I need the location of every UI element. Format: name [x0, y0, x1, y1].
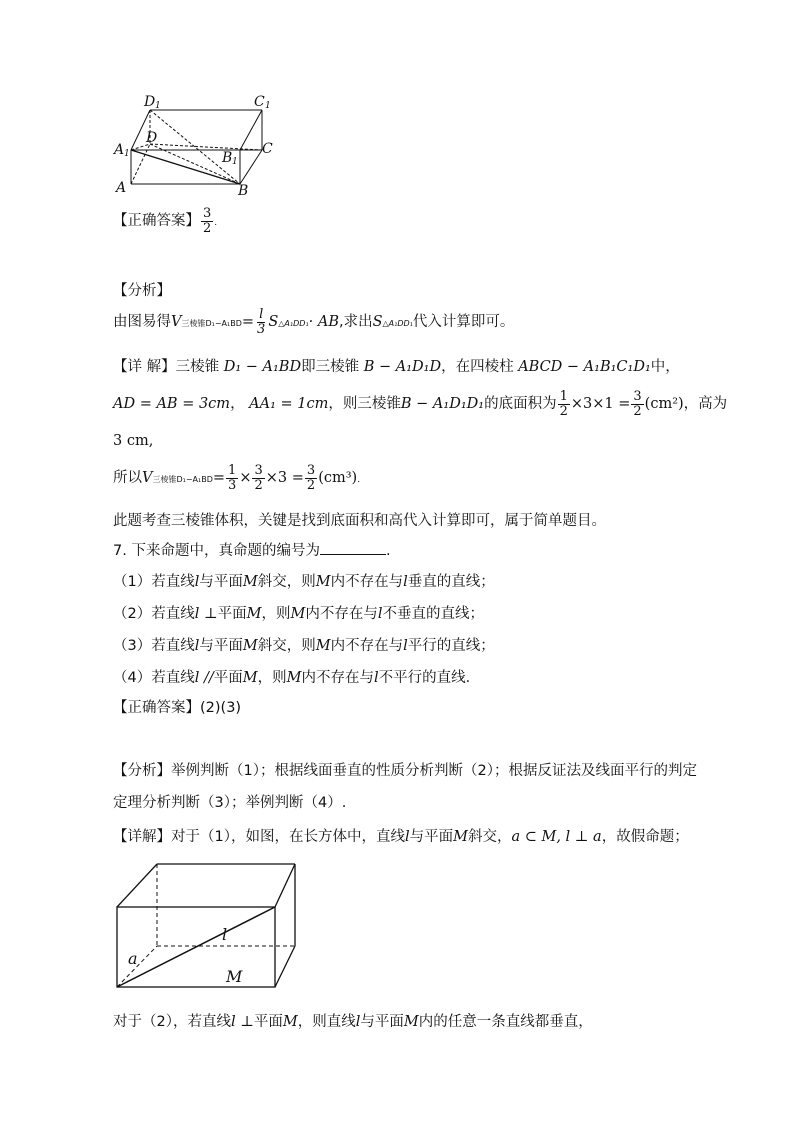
detail-1-line-3: 3 cm, — [113, 433, 154, 449]
detail-1-l1f: ABCD − A₁B₁C₁D₁ — [518, 359, 651, 375]
analysis-1-end: 代入计算即可。 — [412, 314, 515, 331]
detail-1-l2d: ，则三棱锥 — [328, 396, 401, 412]
prism-figure — [110, 92, 285, 200]
q7-opt2-d: 内不存在与 — [305, 606, 378, 622]
analysis-1-s2: S — [372, 314, 383, 331]
detail-1-l1a: 【详 解】三棱锥 — [113, 359, 220, 375]
q7-answer-label: 【正确答案】 — [113, 700, 200, 716]
detail-2-line — [113, 825, 689, 846]
detail-1-l2a: AD = AB = 3cm — [113, 396, 231, 412]
q7-option-3 — [113, 634, 495, 655]
detail-1-l4-frac1-num: 1 — [228, 462, 237, 478]
analysis-1-ssub: △A₁DD₁ — [278, 319, 309, 329]
q7-opt1-l: l — [194, 574, 200, 590]
detail-1-l4d: ×3 = — [265, 470, 304, 486]
detail-1-frac-a — [558, 390, 570, 418]
q7-opt3-c: 斜交，则 — [257, 638, 316, 654]
detail-1-line-1 — [113, 355, 680, 376]
answer-1 — [113, 206, 217, 238]
detail-1-l1e: ，在四棱柱 — [441, 359, 514, 375]
last-b: 平面 — [253, 1014, 283, 1030]
analysis-1-frac — [255, 308, 267, 336]
q7-opt2-l: l ⊥ — [194, 606, 218, 622]
analysis-1-v: V — [171, 314, 182, 331]
detail-1-l1b: D₁ − A₁BD — [223, 359, 302, 375]
q7-opt1-l2: l — [403, 574, 408, 590]
q7-opt3-l: l — [194, 638, 200, 654]
detail-1-l2e: B − A₁D₁D₁ — [400, 396, 485, 412]
label-C: C — [262, 141, 273, 157]
label-B1-sub: 1 — [232, 157, 238, 167]
q7-opt3-a: （3）若直线 — [113, 638, 195, 654]
detail-2-d: a ⊂ M, l ⊥ a — [511, 829, 602, 845]
detail-2-b: 与平面 — [409, 829, 454, 845]
q7-answer-blank — [320, 540, 386, 555]
detail-2-c: 斜交， — [467, 829, 512, 845]
detail-1-l2b: ， — [230, 396, 245, 412]
q7-stem-text: 7. 下来命题中，真命题的编号为 — [113, 543, 320, 559]
q7-answer-value: (2)(3) — [200, 700, 242, 716]
analysis-1-frac-num: l — [259, 307, 264, 322]
q7-opt4-l2: l — [373, 670, 379, 686]
detail-1-l4end: . — [357, 475, 361, 485]
q7-opt3-e: 平行的直线； — [407, 638, 495, 654]
q7-opt4-l: l // — [194, 670, 214, 686]
detail-1-line-4 — [113, 461, 360, 497]
q7-opt2-a: （2）若直线 — [113, 606, 195, 622]
answer-1-tail: . — [214, 218, 218, 228]
q7-opt1-b: 与平面 — [199, 574, 243, 590]
cuboid-figure — [112, 860, 302, 992]
q7-stem-end: . — [385, 543, 391, 559]
label-A: A — [116, 180, 127, 196]
label-M: M — [226, 967, 243, 986]
detail-1-frac-b — [631, 390, 643, 418]
analysis-1-s: S — [268, 314, 279, 331]
q7-opt3-l2: l — [403, 638, 408, 654]
detail-1-l4a: 所以 — [113, 470, 142, 486]
label-l: l — [222, 925, 228, 944]
detail-1-l4-frac3-num: 3 — [306, 462, 316, 478]
q7-opt3-d: 内不存在与 — [330, 638, 404, 654]
label-A1-sub: 1 — [124, 149, 130, 159]
q7-opt4-m2: M — [286, 670, 302, 686]
q7-option-4 — [113, 666, 480, 687]
q7-opt3-b: 与平面 — [199, 638, 243, 654]
q7-opt1-m2: M — [315, 574, 331, 590]
label-D: D — [146, 130, 158, 146]
detail-2-l: l — [404, 829, 410, 845]
analysis-1-line — [113, 308, 514, 337]
label-B1: B — [222, 150, 233, 166]
label-D1: D — [144, 94, 156, 110]
analysis-1-frac-den: 3 — [257, 321, 266, 337]
analysis-1-heading: 【分析】 — [113, 283, 171, 299]
detail-1-l4-frac3-den: 2 — [306, 477, 316, 493]
last-d: 与平面 — [360, 1014, 404, 1030]
label-D1-sub: 1 — [155, 101, 161, 111]
answer-1-den: 2 — [203, 220, 212, 236]
q7-option-1 — [113, 570, 495, 591]
q7-opt2-b: 平面 — [217, 606, 247, 622]
detail-1-l4-frac3 — [305, 464, 317, 492]
detail-1-l2j: ，高为 — [683, 396, 728, 412]
analysis-1-eq: = — [241, 314, 255, 331]
q7-opt2-e: 不垂直的直线； — [382, 606, 484, 622]
analysis-1-vsub: 三棱锥D₁−A₁BD — [181, 319, 242, 329]
detail-1-l4-frac2-num: 3 — [254, 462, 263, 478]
detail-1-l2c: AA₁ = 1cm — [249, 396, 329, 412]
q7-opt4-b: 平面 — [213, 670, 243, 686]
q7-opt3-m2: M — [315, 638, 331, 654]
detail-1-l1c: 即三棱锥 — [301, 359, 360, 375]
last-m: M — [282, 1014, 298, 1030]
detail-1-l4-frac2-den: 2 — [254, 477, 263, 493]
q7-opt4-c: ，则 — [257, 670, 287, 686]
analysis-2-line-1: 【分析】举例判断（1）；根据线面垂直的性质分析判断（2）；根据反证法及线面平行的判定 — [113, 763, 697, 779]
last-l: l ⊥ — [230, 1014, 254, 1030]
label-B: B — [238, 183, 249, 199]
q7-opt1-c: 斜交，则 — [257, 574, 316, 590]
last-m2: M — [403, 1014, 419, 1030]
detail-1-l2f: 的底面积为 — [484, 396, 557, 412]
answer-1-label: 【正确答案】 — [113, 213, 200, 229]
detail-1-line-2 — [113, 387, 727, 421]
detail-1-frac-b-num: 3 — [633, 388, 642, 404]
label-A1: A — [114, 142, 125, 158]
last-line — [113, 1010, 593, 1031]
q7-opt2-c: ，则 — [261, 606, 291, 622]
detail-1-l4c: × — [239, 470, 252, 486]
last-c: ，则直线 — [297, 1014, 356, 1030]
detail-1-frac-b-den: 2 — [633, 403, 642, 419]
last-l2: l — [355, 1014, 361, 1030]
detail-1-l2i: (cm²) — [644, 396, 684, 412]
q7-opt1-d: 内不存在与 — [330, 574, 404, 590]
detail-2-a: 【详解】对于（1），如图，在长方体中，直线 — [113, 829, 405, 845]
detail-2-e: ，故假命题； — [601, 829, 689, 845]
q7-opt2-l2: l — [377, 606, 383, 622]
detail-1-l4v: V — [142, 470, 153, 486]
q7-option-2 — [113, 602, 484, 623]
analysis-1-s2sub: △A₁DD₁ — [382, 319, 413, 329]
detail-1-l4e: (cm³) — [318, 470, 358, 486]
q7-opt3-m: M — [242, 638, 258, 654]
detail-1-frac-a-num: 1 — [559, 388, 568, 404]
detail-1-l4-frac1 — [226, 464, 238, 492]
analysis-1-prefix: 由图易得 — [113, 314, 171, 331]
detail-1-frac-a-den: 2 — [559, 403, 568, 419]
detail-1-l4b: = — [212, 470, 226, 486]
analysis-1-mid: ,求出 — [338, 314, 373, 331]
q7-opt1-m: M — [242, 574, 258, 590]
detail-1-l2h: ×3×1 = — [570, 396, 631, 412]
detail-1-l4-frac2 — [252, 464, 264, 492]
q7-opt2-m: M — [246, 606, 262, 622]
answer-1-fraction — [201, 207, 213, 235]
last-e: 内的任意一条直线都垂直， — [418, 1014, 593, 1030]
q7-opt1-a: （1）若直线 — [113, 574, 195, 590]
q7-opt4-m: M — [242, 670, 258, 686]
label-a: a — [128, 949, 138, 968]
detail-2-m: M — [453, 829, 468, 845]
detail-1-l1g: 中， — [650, 359, 680, 375]
analysis-2-line-2: 定理分析判断（3）；举例判断（4）. — [113, 795, 347, 811]
detail-1-l4-frac1-den: 3 — [228, 477, 237, 493]
label-C1-sub: 1 — [265, 101, 271, 111]
q7-opt4-e: 不平行的直线． — [378, 670, 481, 686]
analysis-1-dot-ab: · AB — [308, 314, 339, 331]
detail-1-l4vsub: 三棱锥D₁−A₁BD — [152, 475, 213, 484]
q7-opt4-a: （4）若直线 — [113, 670, 195, 686]
q7-stem — [113, 539, 391, 560]
q7-opt2-m2: M — [290, 606, 306, 622]
last-a: 对于（2），若直线 — [113, 1014, 231, 1030]
answer-1-num: 3 — [203, 205, 212, 221]
q7-answer — [113, 696, 241, 717]
label-C1: C — [254, 94, 265, 110]
detail-1-line-5: 此题考查三棱锥体积，关键是找到底面积和高代入计算即可，属于简单题目。 — [113, 513, 606, 529]
detail-1-l1d: B − A₁D₁D — [363, 359, 442, 375]
q7-opt1-e: 垂直的直线； — [407, 574, 495, 590]
q7-opt4-d: 内不存在与 — [301, 670, 374, 686]
